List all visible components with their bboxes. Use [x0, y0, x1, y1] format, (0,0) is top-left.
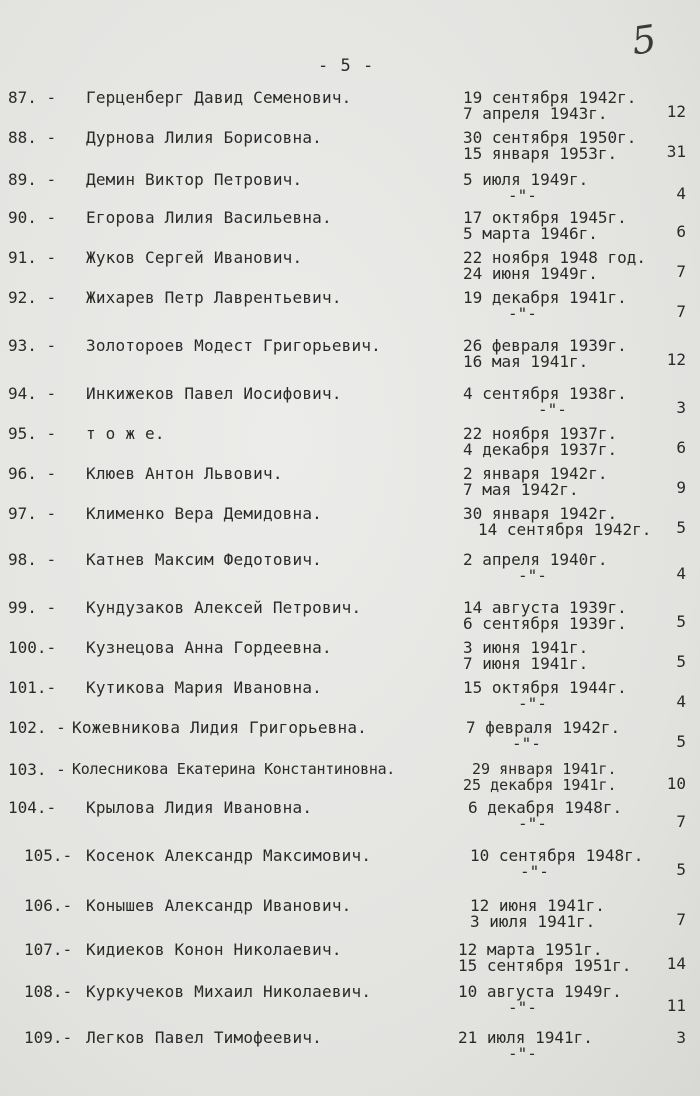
entry-number: 87. -	[8, 88, 57, 107]
entry-number: 94. -	[8, 384, 57, 403]
entry-name: Жихарев Петр Лаврентьевич.	[86, 288, 342, 307]
entry-name: Герценберг Давид Семенович.	[86, 88, 352, 107]
page-number: - 5 -	[318, 56, 375, 76]
entry-date-end: -"-	[508, 186, 537, 205]
entry-date-start: 15 октября 1944г.	[463, 678, 627, 697]
entry-number: 88. -	[8, 128, 57, 147]
list-item	[0, 504, 700, 552]
entry-number: 104.-	[8, 798, 57, 817]
entry-date-start: 6 декабря 1948г.	[468, 798, 623, 817]
entry-date-start: 7 февраля 1942г.	[466, 718, 621, 737]
entry-date-end: 24 июня 1949г.	[463, 264, 598, 283]
entry-name: Катнев Максим Федотович.	[86, 550, 322, 569]
entry-count: 6	[676, 222, 686, 241]
entry-number: 93. -	[8, 336, 57, 355]
entry-count: 12	[666, 350, 686, 369]
list-item	[0, 336, 700, 384]
entry-name: Егорова Лилия Васильевна.	[86, 208, 332, 227]
handwritten-page-mark: 5	[629, 16, 660, 64]
entry-date-end: -"-	[518, 814, 547, 833]
entry-date-end: 3 июля 1941г.	[470, 912, 596, 931]
entry-count: 7	[676, 910, 686, 929]
entry-date-end: 5 марта 1946г.	[463, 224, 598, 243]
entry-date-end: -"-	[518, 566, 547, 585]
entry-date-end: 14 сентября 1942г.	[478, 520, 652, 539]
entry-count: 31	[666, 142, 686, 161]
entry-date-start: 29 января 1941г.	[472, 760, 617, 778]
entry-number: 91. -	[8, 248, 57, 267]
entry-count: 7	[676, 262, 686, 281]
entry-name: Кожевникова Лидия Григорьевна.	[72, 718, 367, 737]
entry-name: Кузнецова Анна Гордеевна.	[86, 638, 332, 657]
entry-number: 89. -	[8, 170, 57, 189]
entry-name: Колесникова Екатерина Константиновна.	[72, 760, 396, 778]
entry-name: Крылова Лидия Ивановна.	[86, 798, 313, 817]
entry-number: 90. -	[8, 208, 57, 227]
list-item	[0, 798, 700, 846]
entry-name: Клименко Вера Демидовна.	[86, 504, 322, 523]
entry-name: Инкижеков Павел Иосифович.	[86, 384, 342, 403]
entry-count: 5	[676, 652, 686, 671]
entry-date-start: 19 сентября 1942г.	[463, 88, 637, 107]
entry-count: 5	[676, 732, 686, 751]
entry-date-end: 16 мая 1941г.	[463, 352, 589, 371]
entry-name: Косенок Александр Максимович.	[86, 846, 372, 865]
entry-count: 4	[676, 184, 686, 203]
entry-name: Конышев Александр Иванович.	[86, 896, 352, 915]
entry-date-end: -"-	[508, 304, 537, 323]
entry-number: 109.-	[24, 1028, 73, 1047]
entry-count: 5	[676, 612, 686, 631]
entry-name: Кутикова Мария Ивановна.	[86, 678, 322, 697]
entry-count: 14	[666, 954, 686, 973]
entry-date-start: 10 сентября 1948г.	[470, 846, 644, 865]
entry-number: 96. -	[8, 464, 57, 483]
entry-date-start: 4 сентября 1938г.	[463, 384, 627, 403]
entry-count: 7	[676, 302, 686, 321]
entry-number: 99. -	[8, 598, 57, 617]
entry-name: Куркучеков Михаил Николаевич.	[86, 982, 372, 1001]
entry-name: Кундузаков Алексей Петрович.	[86, 598, 362, 617]
entry-name: Жуков Сергей Иванович.	[86, 248, 303, 267]
entry-date-start: 30 января 1942г.	[463, 504, 618, 523]
entry-date-start: 30 сентября 1950г.	[463, 128, 637, 147]
entry-number: 105.-	[24, 846, 73, 865]
list-item	[0, 550, 700, 598]
entry-date-start: 10 августа 1949г.	[458, 982, 622, 1001]
entry-count: 12	[666, 102, 686, 121]
list-item	[0, 128, 700, 176]
entry-number: 102. -	[8, 718, 66, 737]
list-item	[0, 846, 700, 894]
entry-name: Легков Павел Тимофеевич.	[86, 1028, 322, 1047]
entry-name: Кидиеков Конон Николаевич.	[86, 940, 342, 959]
entry-number: 92. -	[8, 288, 57, 307]
entry-date-end: -"-	[508, 998, 537, 1017]
entry-count: 5	[676, 860, 686, 879]
list-item	[0, 940, 700, 988]
entry-name: т о ж е.	[86, 424, 165, 443]
entry-count: 10	[666, 774, 686, 793]
entry-date-start: 2 апреля 1940г.	[463, 550, 608, 569]
entry-name: Дурнова Лилия Борисовна.	[86, 128, 322, 147]
entry-date-start: 19 декабря 1941г.	[463, 288, 627, 307]
entry-date-start: 3 июня 1941г.	[463, 638, 589, 657]
list-item	[0, 982, 700, 1030]
entry-number: 107.-	[24, 940, 73, 959]
entry-number: 100.-	[8, 638, 57, 657]
entry-number: 103. -	[8, 760, 66, 779]
entry-date-end: 25 декабря 1941г.	[463, 776, 617, 794]
entry-date-start: 2 января 1942г.	[463, 464, 608, 483]
entry-count: 11	[666, 996, 686, 1015]
entry-date-end: 7 мая 1942г.	[463, 480, 579, 499]
entry-name: Клюев Антон Львович.	[86, 464, 283, 483]
entry-number: 101.-	[8, 678, 57, 697]
entry-date-end: -"-	[508, 1044, 537, 1063]
entry-date-start: 22 ноября 1937г.	[463, 424, 618, 443]
entry-date-start: 21 июля 1941г.	[458, 1028, 593, 1047]
entry-count: 3	[676, 1028, 686, 1047]
entry-number: 108.-	[24, 982, 73, 1001]
entry-date-end: 7 июня 1941г.	[463, 654, 589, 673]
entry-date-end: -"-	[512, 734, 541, 753]
entry-date-end: 7 апреля 1943г.	[463, 104, 608, 123]
entry-date-end: -"-	[538, 400, 567, 419]
entry-date-start: 17 октября 1945г.	[463, 208, 627, 227]
entry-count: 7	[676, 812, 686, 831]
entry-date-start: 26 февраля 1939г.	[463, 336, 627, 355]
entry-count: 4	[676, 692, 686, 711]
list-item	[0, 288, 700, 336]
entry-number: 106.-	[24, 896, 73, 915]
entry-count: 4	[676, 564, 686, 583]
entry-date-end: 6 сентября 1939г.	[463, 614, 627, 633]
entry-date-end: 15 сентября 1951г.	[458, 956, 632, 975]
entry-count: 5	[676, 518, 686, 537]
entry-count: 6	[676, 438, 686, 457]
entry-number: 98. -	[8, 550, 57, 569]
entry-date-end: -"-	[518, 694, 547, 713]
list-item	[0, 896, 700, 944]
entry-date-start: 5 июля 1949г.	[463, 170, 589, 189]
entry-name: Демин Виктор Петрович.	[86, 170, 303, 189]
entry-date-end: 15 января 1953г.	[463, 144, 618, 163]
entry-date-end: 4 декабря 1937г.	[463, 440, 618, 459]
entry-number: 97. -	[8, 504, 57, 523]
list-item	[0, 1028, 700, 1076]
entry-number: 95. -	[8, 424, 57, 443]
entry-date-start: 22 ноября 1948 год.	[463, 248, 647, 267]
list-item	[0, 718, 700, 766]
entry-date-start: 12 июня 1941г.	[470, 896, 605, 915]
entry-date-start: 14 августа 1939г.	[463, 598, 627, 617]
entry-count: 9	[676, 478, 686, 497]
entry-name: Золотороев Модест Григорьевич.	[86, 336, 381, 355]
entry-count: 3	[676, 398, 686, 417]
entry-date-end: -"-	[520, 862, 549, 881]
entry-date-start: 12 марта 1951г.	[458, 940, 603, 959]
